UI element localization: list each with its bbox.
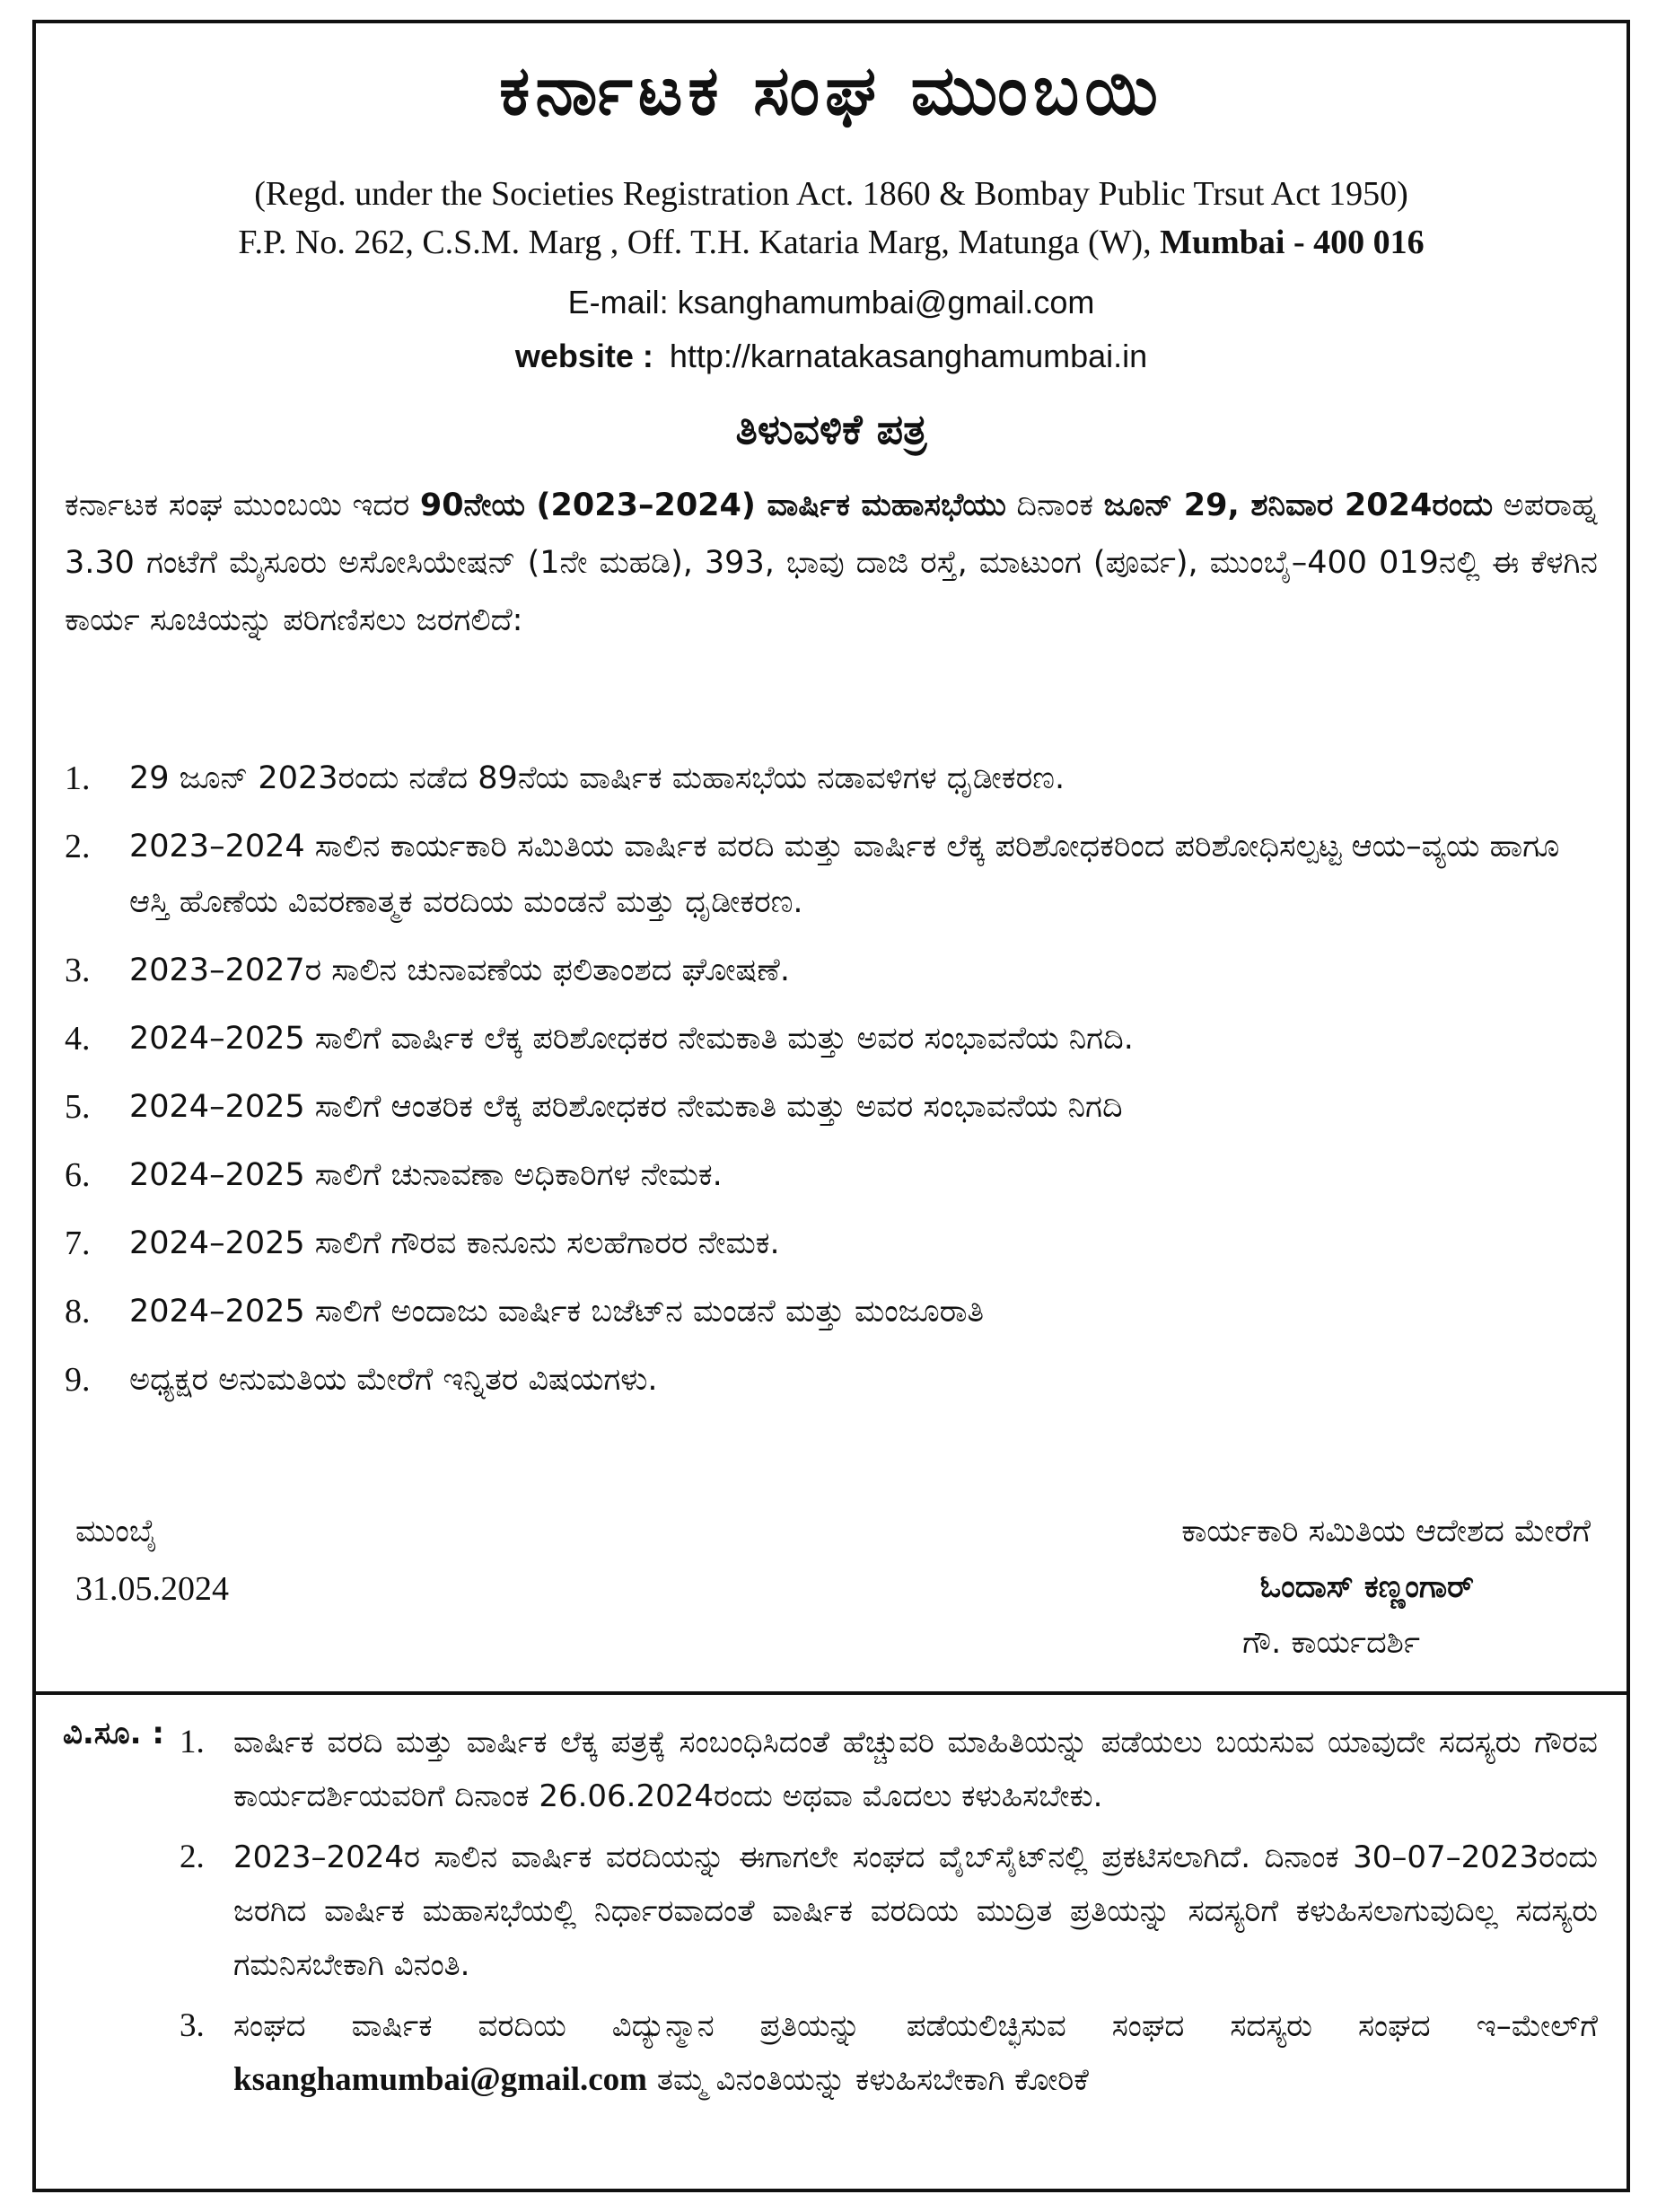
intro-part-2: ದಿನಾಂಕ [1005, 487, 1104, 523]
agenda-text: 2024–2025 ಸಾಲಿಗೆ ಚುನಾವಣಾ ಅಧಿಕಾರಿಗಳ ನೇಮಕ. [129, 1157, 723, 1193]
address-text: F.P. No. 262, C.S.M. Marg , Off. T.H. Kataria Marg, Matunga (W), [238, 224, 1161, 261]
agenda-item [65, 943, 1598, 998]
agenda-item [65, 1011, 1598, 1066]
agenda-number: 1. [65, 759, 91, 797]
agenda-list [65, 750, 1598, 1420]
agenda-text: ಅಧ್ಯಕ್ಷರ ಅನುಮತಿಯ ಮೇರೆಗೆ ಇನ್ನಿತರ ವಿಷಯಗಳು. [129, 1362, 658, 1398]
note-number: 3. [180, 2007, 205, 2044]
note-item [180, 1716, 1598, 1823]
agenda-item [65, 1079, 1598, 1135]
agenda-number: 4. [65, 1020, 91, 1058]
agenda-item [65, 1147, 1598, 1203]
intro-paragraph [65, 477, 1598, 649]
agenda-number: 8. [65, 1293, 91, 1330]
note-number: 2. [180, 1839, 205, 1875]
agenda-item [65, 1284, 1598, 1339]
notes-label: ವಿ.ಸೂ. : [63, 1716, 164, 1751]
agenda-text: 2024–2025 ಸಾಲಿಗೆ ಆಂತರಿಕ ಲೆಕ್ಕ ಪರಿಶೋಧಕರ ನೇಮಕಾತಿ ಮತ್ತು ಅವರ ಸಂಭಾವನೆಯ ನಿಗದಿ [129, 1089, 1123, 1125]
agenda-item [65, 1216, 1598, 1271]
note-email: ksanghamumbai@gmail.com [233, 2061, 648, 2098]
note-number: 1. [180, 1724, 205, 1760]
issue-date: 31.05.2024 [75, 1570, 229, 1608]
order-line: ಕಾರ್ಯಕಾರಿ ಸಮಿತಿಯ ಆದೇಶದ ಮೇರೆಗೆ [1181, 1514, 1591, 1549]
agenda-text: 2023–2027ರ ಸಾಲಿನ ಚುನಾವಣೆಯ ಫಲಿತಾಂಶದ ಘೋಷಣೆ. [129, 952, 790, 988]
agenda-number: 3. [65, 952, 91, 989]
agenda-number: 9. [65, 1361, 91, 1399]
notes-list [180, 1716, 1598, 2114]
notice-document [32, 20, 1630, 2192]
agenda-item [65, 1352, 1598, 1408]
address-city: Mumbai - 400 016 [1160, 224, 1425, 261]
note-text-part-1: ಸಂಘದ ವಾರ್ಷಿಕ ವರದಿಯ ವಿದ್ಯುನ್ಮಾನ ಪ್ರತಿಯನ್ನು ಪಡೆಯಲಿಚ್ಛಿಸುವ ಸಂಘದ ಸದಸ್ಯರು ಸಂಘದ ಇ–ಮೇಲ್‌ಗೆ [233, 2008, 1598, 2044]
agenda-number: 7. [65, 1224, 91, 1262]
intro-bold-1: 90ನೇಯ (2023–2024) ವಾರ್ಷಿಕ ಮಹಾಸಭೆಯು [419, 487, 1006, 523]
agenda-item [65, 750, 1598, 806]
intro-part-1: ಕರ್ನಾಟಕ ಸಂಘ ಮುಂಬಯಿ ಇದರ [65, 487, 420, 523]
note-text: ವಾರ್ಷಿಕ ವರದಿ ಮತ್ತು ವಾರ್ಷಿಕ ಲೆಕ್ಕ ಪತ್ರಕ್ಕೆ ಸಂಬಂಧಿಸಿದಂತೆ ಹೆಚ್ಚುವರಿ ಮಾಹಿತಿಯನ್ನು ಪಡೆಯಲು ಬಯಸುವ ಯಾವುದೇ ಸದಸ್ಯರು ಗೌರವ ಕಾರ್ಯದರ್ಶಿಯವರಿಗೆ ದಿನಾಂಕ 26.06.2024ರಂದು ಅಥವಾ ಮೊದಲು ಕಳುಹಿಸಬೇಕು. [233, 1725, 1598, 1814]
address-line [36, 223, 1627, 262]
agenda-text: 29 ಜೂನ್ 2023ರಂದು ನಡೆದ 89ನೆಯ ವಾರ್ಷಿಕ ಮಹಾಸಭೆಯ ನಡಾವಳಿಗಳ ಧೃಡೀಕರಣ. [129, 760, 1065, 796]
signatory-name: ಓಂದಾಸ್ ಕಣ್ಣಂಗಾರ್ [1259, 1569, 1474, 1605]
agenda-text: 2024–2025 ಸಾಲಿಗೆ ವಾರ್ಷಿಕ ಲೆಕ್ಕ ಪರಿಶೋಧಕರ ನೇಮಕಾತಿ ಮತ್ತು ಅವರ ಸಂಭಾವನೆಯ ನಿಗದಿ. [129, 1021, 1134, 1057]
signatory-designation: ಗೌ. ಕಾರ್ಯದರ್ಶಿ [1242, 1625, 1420, 1661]
website-label: website : [514, 338, 653, 374]
section-divider [36, 1691, 1627, 1695]
agenda-number: 5. [65, 1088, 91, 1126]
intro-bold-2: ಜೂನ್ 29, ಶನಿವಾರ 2024ರಂದು [1103, 487, 1494, 523]
intro-part-3: ಅಪರಾಹ್ನ 3.30 ಗಂಟೆಗೆ ಮೈಸೂರು ಅಸೋಸಿಯೇಷನ್ (1ನೇ ಮಹಡಿ), 393, ಭಾವು ದಾಜಿ ರಸ್ತೆ, ಮಾಟುಂಗ (ಪೂರ್ವ), ಮುಂಬೈ–400 019ನಲ್ಲಿ ಈ ಕೆಳಗಿನ ಕಾರ್ಯ ಸೂಚಿಯನ್ನು ಪರಿಗಣಿಸಲು ಜರಗಲಿದೆ: [65, 487, 1598, 638]
note-item [180, 1999, 1598, 2107]
agenda-text: 2023–2024 ಸಾಲಿನ ಕಾರ್ಯಕಾರಿ ಸಮಿತಿಯ ವಾರ್ಷಿಕ ವರದಿ ಮತ್ತು ವಾರ್ಷಿಕ ಲೆಕ್ಕ ಪರಿಶೋಧಕರಿಂದ ಪರಿಶೋಧಿಸಲ್ಪಟ್ಟ ಆಯ–ವ್ಯಯ ಹಾಗೂ ಆಸ್ತಿ ಹೊಣೆಯ ವಿವರಣಾತ್ಮಕ ವರದಿಯ ಮಂಡನೆ ಮತ್ತು ಧೃಡೀಕರಣ. [129, 829, 1560, 920]
website-url: http://karnatakasanghamumbai.in [669, 338, 1148, 374]
website-line [36, 338, 1627, 375]
registration-line: (Regd. under the Societies Registration Act. 1860 & Bombay Public Trsut Act 1950) [254, 175, 1408, 213]
notice-title: ತಿಳುವಳಿಕೆ ಪತ್ರ [735, 405, 927, 453]
agenda-number: 6. [65, 1156, 91, 1194]
note-text: 2023–2024ರ ಸಾಲಿನ ವಾರ್ಷಿಕ ವರದಿಯನ್ನು ಈಗಾಗಲೇ ಸಂಘದ ವೈಬ್‌ಸೈಟ್‌ನಲ್ಲಿ ಪ್ರಕಟಿಸಲಾಗಿದೆ. ದಿನಾಂಕ 30–07–2023ರಂದು ಜರಗಿದ ವಾರ್ಷಿಕ ಮಹಾಸಭೆಯಲ್ಲಿ ನಿರ್ಧಾರವಾದಂತೆ ವಾರ್ಷಿಕ ವರದಿಯ ಮುದ್ರಿತ ಪ್ರತಿಯನ್ನು ಸದಸ್ಯರಿಗೆ ಕಳುಹಿಸಲಾಗುವುದಿಲ್ಲ ಸದಸ್ಯರು ಗಮನಿಸಬೇಕಾಗಿ ವಿನಂತಿ. [233, 1839, 1598, 1983]
note-text-part-2: ತಮ್ಮ ವಿನಂತಿಯನ್ನು ಕಳುಹಿಸಬೇಕಾಗಿ ಕೋರಿಕೆ [647, 2062, 1089, 2098]
note-item [180, 1830, 1598, 1992]
agenda-text: 2024–2025 ಸಾಲಿಗೆ ಗೌರವ ಕಾನೂನು ಸಲಹೆಗಾರರ ನೇಮಕ. [129, 1225, 780, 1261]
agenda-item [65, 819, 1598, 930]
issue-place: ಮುಂಬೈ [75, 1514, 158, 1549]
organization-title: ಕರ್ನಾಟಕ ಸಂಘ ಮುಂಬಯಿ [499, 50, 1163, 130]
agenda-text: 2024–2025 ಸಾಲಿಗೆ ಅಂದಾಜು ವಾರ್ಷಿಕ ಬಜೆಟ್‌ನ ಮಂಡನೆ ಮತ್ತು ಮಂಜೂರಾತಿ [129, 1294, 985, 1330]
email-line: E-mail: ksanghamumbai@gmail.com [567, 284, 1095, 320]
agenda-number: 2. [65, 828, 91, 865]
